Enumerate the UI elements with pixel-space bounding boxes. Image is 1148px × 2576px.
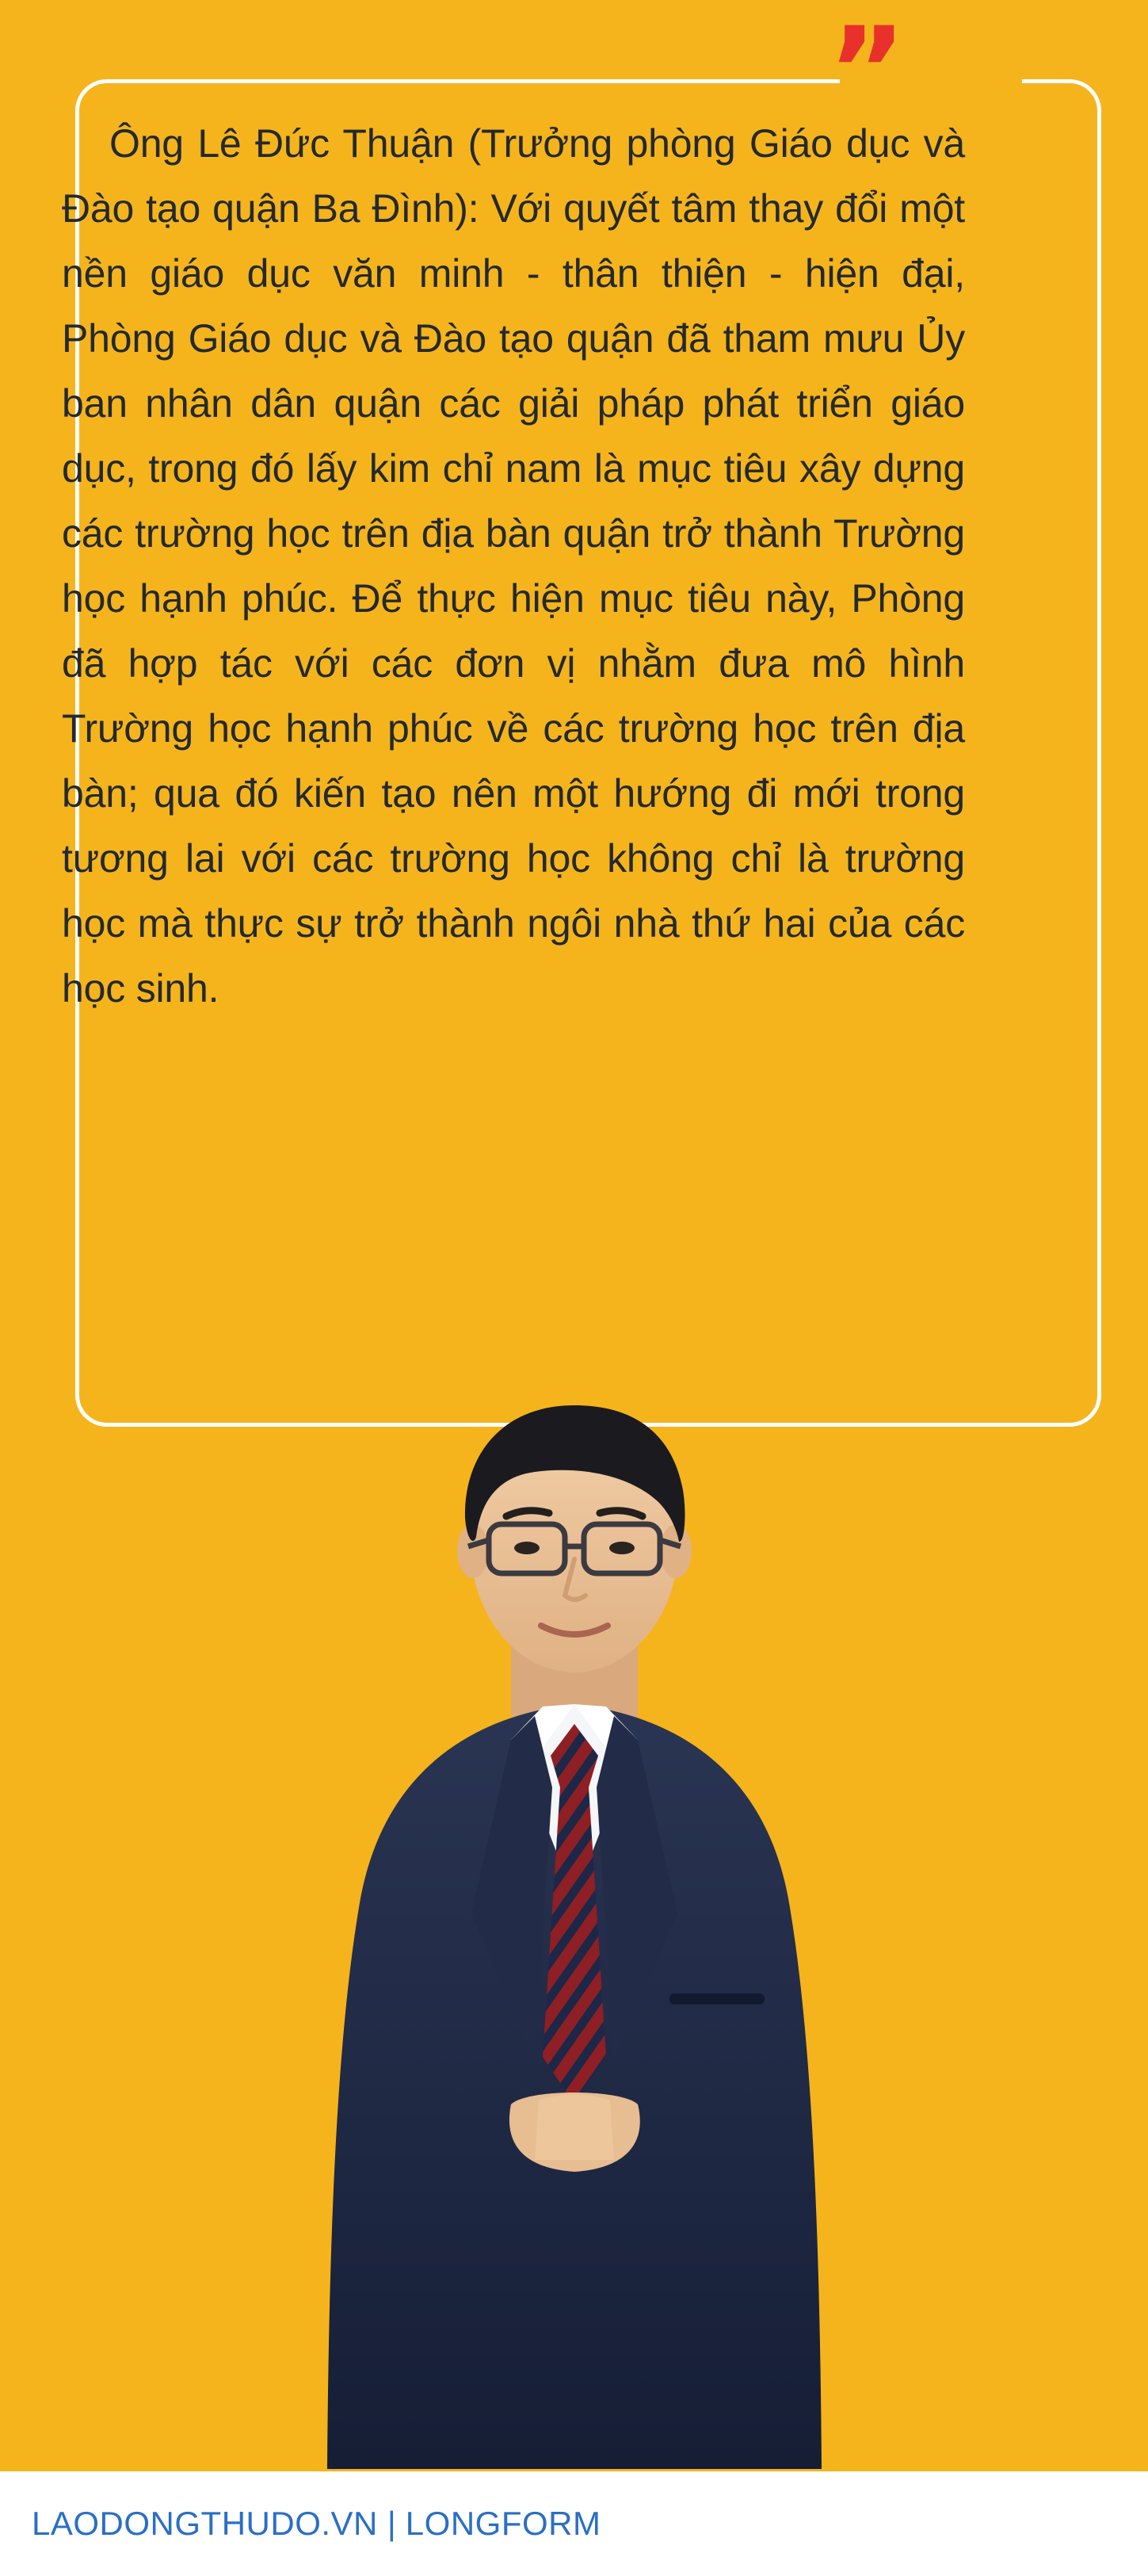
- portrait-photo: [273, 1343, 875, 2469]
- quote-body-span: Ông Lê Đức Thuận (Trưởng phòng Giáo dục và Đào tạo quận Ba Đình): Với quyết tâm thay đổi một nền giáo dục văn minh - thân thiện - hiện đại, Phòng Giáo dục và Đào tạo quận đã tham mưu Ủy ban nhân dân quận các giải pháp phát triển giáo dục, trong đó lấy kim chỉ nam là mục tiêu xây dựng các trường học trên địa bàn quận trở thành Trường học hạnh phúc. Để thực hiện mục tiêu này, Phòng đã hợp tác với các đơn vị nhằm đưa mô hình Trường học hạnh phúc về các trường học trên địa bàn; qua đó kiến tạo nên một hướng đi mới trong tương lai với các trường học không chỉ là trường học mà thực sự trở thành ngôi nhà thứ hai của các học sinh.: [62, 121, 965, 1011]
- footer-site-name: LAODONGTHUDO.VN: [32, 2505, 378, 2542]
- double-quote-icon: ”: [828, 2, 910, 140]
- footer-separator: |: [387, 2505, 396, 2542]
- footer-bar: [0, 2471, 1148, 2576]
- footer-format-label: LONGFORM: [405, 2505, 601, 2542]
- quote-body-text: [62, 111, 965, 1021]
